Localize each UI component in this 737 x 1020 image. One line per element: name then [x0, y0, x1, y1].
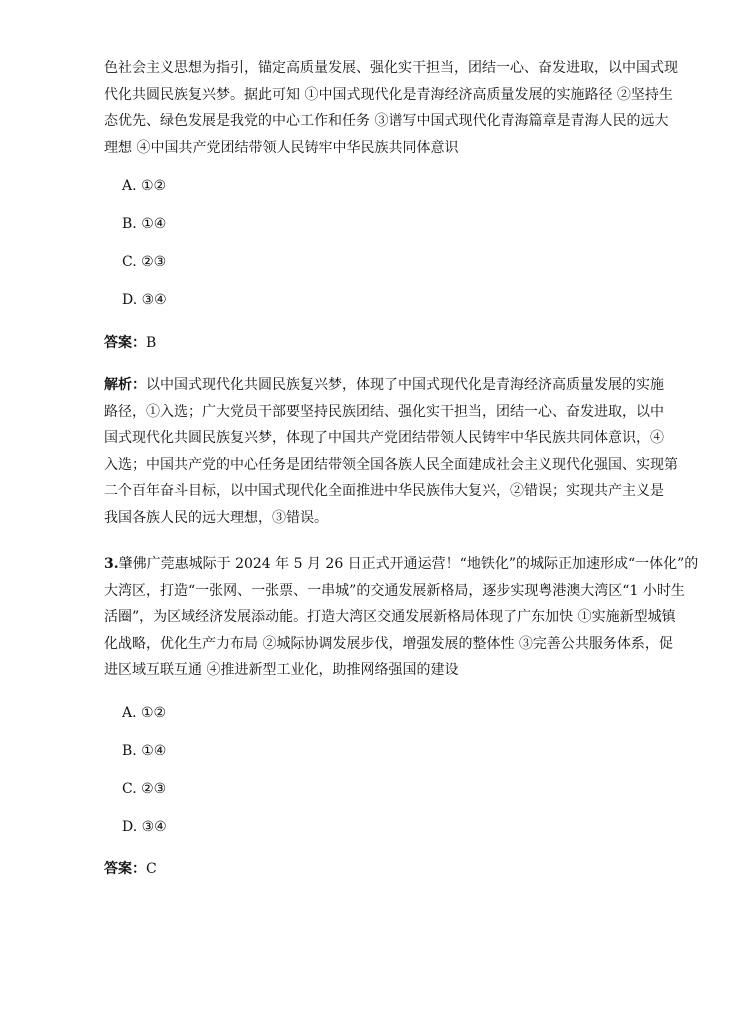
q3-option-d: D. ③④ [122, 819, 167, 835]
analysis-line: 入选；中国共产党的中心任务是团结带领全国各族人民全面建成社会主义现代化强国、实现第 [104, 456, 678, 473]
question-2-stem-continued [104, 55, 679, 161]
q3-option-c: C. ②③ [122, 781, 167, 797]
answer-label: 答案： [104, 861, 146, 877]
analysis-line: 路径，①入选；广大党员干部要坚持民族团结、强化实干担当，团结一心、奋发进取，以中 [104, 403, 664, 420]
analysis-text: 以中国式现代化共圆民族复兴梦，体现了中国式现代化是青海经济高质量发展的实施 [146, 377, 664, 393]
q2-option-b: B. ①④ [122, 216, 167, 232]
answer-label: 答案： [104, 335, 146, 351]
q2-option-c: C. ②③ [122, 254, 167, 270]
stem-line: 活圈”，为区域经济发展添动能。打造大湾区交通发展新格局体现了广东加快 ①实施新型城镇 [104, 609, 676, 625]
stem-line: 代化共圆民族复兴梦。据此可知 ①中国式现代化是青海经济高质量发展的实施路径 ②坚持生 [104, 86, 673, 103]
analysis-line: 国式现代化共圆民族复兴梦，体现了中国共产党团结带领人民铸牢中华民族共同体意识，④ [104, 430, 664, 446]
stem-line: 理想 ④中国共产党团结带领人民铸牢中华民族共同体意识 [104, 139, 459, 156]
stem-line [104, 551, 699, 578]
question-3-stem [104, 551, 699, 684]
analysis-line: 我国各族人民的远大理想，③错误。 [104, 509, 328, 526]
question-number: 3. [104, 556, 119, 572]
q3-option-b: B. ①④ [122, 743, 167, 759]
analysis-label: 解析： [104, 377, 146, 393]
answer-value: B [146, 335, 157, 351]
q2-answer [104, 332, 156, 352]
q3-option-a: A. ①② [122, 705, 167, 721]
q2-option-a: A. ①② [122, 178, 167, 194]
analysis-line: 二个百年奋斗目标，以中国式现代化全面推进中华民族伟大复兴，②错误；实现共产主义是 [104, 483, 664, 499]
answer-value: C [146, 861, 157, 877]
analysis-line [104, 372, 679, 399]
q2-analysis [104, 372, 679, 531]
stem-line: 色社会主义思想为指引，锚定高质量发展、强化实干担当，团结一心、奋发进取，以中国式现 [104, 60, 678, 76]
stem-line: 化战略，优化生产力布局 ②城际协调发展步伐，增强发展的整体性 ③完善公共服务体系，促 [104, 635, 673, 652]
stem-line: 进区域互联互通 ④推进新型工业化，助推网络强国的建设 [104, 662, 459, 678]
stem-line: 大湾区，打造“一张网、一张票、一串城”的交通发展新格局，逐步实现粤港澳大湾区“1 小时生 [104, 582, 685, 599]
stem-text: 肇佛广莞惠城际于 2024 年 5 月 26 日正式开通运营！“地铁化”的城际正加速形成“一体化”的 [118, 556, 699, 572]
q2-option-d: D. ③④ [122, 292, 167, 308]
q3-answer [104, 858, 157, 878]
stem-line: 态优先、绿色发展是我党的中心工作和任务 ③谱写中国式现代化青海篇章是青海人民的远大 [104, 113, 669, 129]
